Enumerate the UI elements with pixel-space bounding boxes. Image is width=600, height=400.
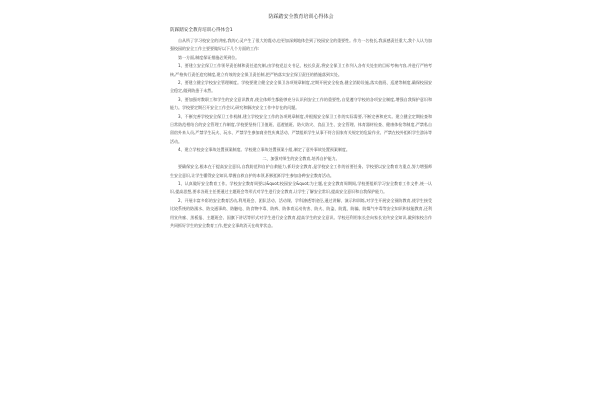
paragraph: 2、要建立健全学校安全管理制度。学校要建立健全安全保卫各项规章制度,定期开展安全检查,健全消防设施,落实值班、巡逻等制度,确保校园安全稳定,做到防患于未然。 — [170, 80, 432, 94]
section-heading: 二、加强对师生的安全教育,培养自护能力。 — [262, 155, 340, 161]
paragraph: 3、要加强对教职工和学生的安全意识教育,使全体师生都能够充分认识到安全工作的重要性,自觉遵守学校的各项安全制度,增强自我保护意识和能力。学校要定期召开安全工作会议,研究和解决安全工作中存在的问题。 — [170, 96, 432, 111]
paragraph: 4、建立学校安全事故处置预案制度。学校建立事故处置预案小组,制定了意外事故处置预案制度。 — [178, 147, 350, 153]
document-page — [170, 12, 432, 394]
paragraph: 要确保安全,根本在于提高安全意识,自我防范和自护自救能力,抓好安全教育,是学校安全工作的首要任务。学校要以安全教育为重点,努力增强师生安全意识,让学生懂得安全知识,掌握自救自护的本领,积极组织学生参加各种安全教育活动。 — [170, 164, 432, 178]
paragraph: 1、认真做好安全教育工作。学校安全教育周要以&quot;校园安全&quot;为主题,在安全教育周期间,学校要组织学习安全教育工作文件,统一认识,提高思想,要求各班主任要通过主题班会等形式对学生进行安全教育,让学生了解安全常识,提高安全意识和自我保护能力。 — [170, 180, 432, 195]
paragraph: 2、开展丰富多彩的安全教育活动,利用班会、团队活动、活动课、学科渗透等途径,通过讲解、演示和训练,对学生开展安全预防教育,使学生接受比较系统的防溺水、防交通事故、防触电、防食物中毒、防病、防体育运动伤害、防火、防盗、防震、防骗、防煤气中毒等安全知识和技能教育,还利用宣传廊、黑板报、主题班会、国旗下讲话等形式对学生进行安全教育,提高学生的安全意识。学校还利用家长会向家长宣传安全知识,做到家校合作共同抓好学生的安全教育工作,把安全事故消灭在萌芽状态。 — [170, 197, 432, 228]
document-subtitle: 防踩踏安全教育培训心得体会1 — [170, 28, 233, 33]
paragraph: 1、要建立安全保卫工作领导责任制和责任追究制,由学校党总支书记、校长负责,将安全保卫工作列入各有关处室的目标考核内容,并进行严格考核,严格执行责任追究制度,建立有效的安全保卫责任制,把严格落实安全保卫责任的措施落到实处。 — [170, 63, 432, 77]
document-title: 防踩踏安全教育培训心得体会 — [268, 14, 334, 20]
paragraph: 自从所了学习校安全的讲座,我的心灵产生了很大的震动,也更加深刻地体会到了校园安全的重要性。作为一名校长,我深感责任重大,我个人认为加强校园的安全工作主要要做好以下几个方面的工作: — [170, 38, 432, 52]
paragraph: 第一方面,制度保证措施必须到位。 — [178, 54, 240, 60]
paragraph: 3、不断完善学校安全保卫工作机制,建立学校安全工作的各项规章制度,并根据安全保卫工作的实际需要,不断完善和充实。建立健全定期检查和日常防范相结合的安全管理工作制度,学校要坚持门卫值班、巡逻值班、防火防灾、食品卫生、安全管理、体育器材检查、健康体检等制度,严禁私自留宿外来人员,严禁学生玩火、玩水、严禁学生参加商业性庆典活动、严禁组织学生从事不符合国家有关规定的危险作业、严禁在校外组织学生游泳等活动。 — [170, 113, 432, 144]
